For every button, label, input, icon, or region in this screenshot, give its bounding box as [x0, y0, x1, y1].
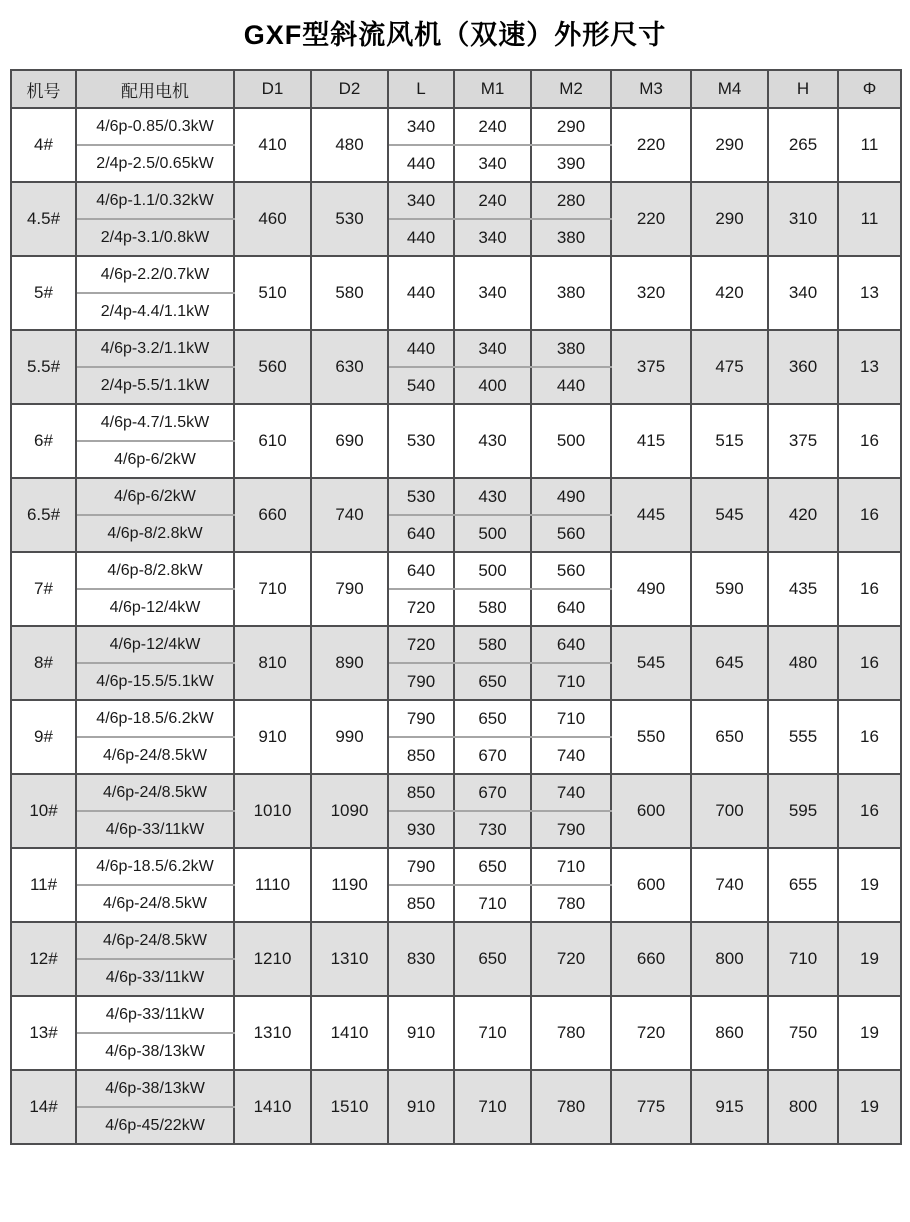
m2-cell: 710	[531, 700, 611, 737]
d2-cell: 990	[311, 700, 388, 774]
motor-cell: 4/6p-24/8.5kW	[76, 737, 234, 774]
motor-cell: 4/6p-3.2/1.1kW	[76, 330, 234, 367]
model-cell: 9#	[11, 700, 76, 774]
h-cell: 420	[768, 478, 838, 552]
h-cell: 710	[768, 922, 838, 996]
d2-cell: 1410	[311, 996, 388, 1070]
table-row	[11, 700, 901, 737]
l-cell: 440	[388, 219, 454, 256]
m2-cell: 280	[531, 182, 611, 219]
d1-cell: 510	[234, 256, 311, 330]
motor-cell: 4/6p-4.7/1.5kW	[76, 404, 234, 441]
col-header-6: M2	[531, 70, 611, 108]
phi-cell: 16	[838, 552, 901, 626]
motor-cell: 4/6p-0.85/0.3kW	[76, 108, 234, 145]
motor-cell: 4/6p-38/13kW	[76, 1033, 234, 1070]
m1-cell: 340	[454, 330, 531, 367]
motor-cell: 4/6p-33/11kW	[76, 996, 234, 1033]
m3-cell: 775	[611, 1070, 691, 1144]
h-cell: 340	[768, 256, 838, 330]
motor-cell: 4/6p-24/8.5kW	[76, 885, 234, 922]
motor-cell: 4/6p-12/4kW	[76, 626, 234, 663]
m1-cell: 650	[454, 848, 531, 885]
l-cell: 530	[388, 404, 454, 478]
motor-cell: 4/6p-33/11kW	[76, 959, 234, 996]
motor-cell: 4/6p-45/22kW	[76, 1107, 234, 1144]
table-row	[11, 552, 901, 589]
d2-cell: 1090	[311, 774, 388, 848]
d2-cell: 690	[311, 404, 388, 478]
table-row	[11, 1070, 901, 1107]
d1-cell: 1310	[234, 996, 311, 1070]
col-header-2: D1	[234, 70, 311, 108]
m1-cell: 580	[454, 589, 531, 626]
m4-cell: 650	[691, 700, 768, 774]
model-cell: 4#	[11, 108, 76, 182]
motor-cell: 4/6p-18.5/6.2kW	[76, 848, 234, 885]
l-cell: 440	[388, 256, 454, 330]
m3-cell: 320	[611, 256, 691, 330]
phi-cell: 11	[838, 108, 901, 182]
m1-cell: 730	[454, 811, 531, 848]
phi-cell: 16	[838, 774, 901, 848]
m2-cell: 720	[531, 922, 611, 996]
m3-cell: 445	[611, 478, 691, 552]
motor-cell: 2/4p-2.5/0.65kW	[76, 145, 234, 182]
col-header-8: M4	[691, 70, 768, 108]
m3-cell: 550	[611, 700, 691, 774]
l-cell: 640	[388, 552, 454, 589]
d2-cell: 1510	[311, 1070, 388, 1144]
m4-cell: 740	[691, 848, 768, 922]
m4-cell: 700	[691, 774, 768, 848]
m1-cell: 580	[454, 626, 531, 663]
m2-cell: 790	[531, 811, 611, 848]
d1-cell: 410	[234, 108, 311, 182]
col-header-1: 配用电机	[76, 70, 234, 108]
m4-cell: 860	[691, 996, 768, 1070]
m4-cell: 545	[691, 478, 768, 552]
motor-cell: 4/6p-8/2.8kW	[76, 515, 234, 552]
motor-cell: 2/4p-3.1/0.8kW	[76, 219, 234, 256]
m4-cell: 475	[691, 330, 768, 404]
m2-cell: 740	[531, 774, 611, 811]
m4-cell: 915	[691, 1070, 768, 1144]
m1-cell: 340	[454, 145, 531, 182]
m2-cell: 640	[531, 626, 611, 663]
h-cell: 265	[768, 108, 838, 182]
l-cell: 850	[388, 737, 454, 774]
m3-cell: 545	[611, 626, 691, 700]
l-cell: 790	[388, 700, 454, 737]
m3-cell: 720	[611, 996, 691, 1070]
table-row	[11, 182, 901, 219]
header-row	[11, 70, 901, 108]
m1-cell: 240	[454, 108, 531, 145]
m2-cell: 710	[531, 663, 611, 700]
m2-cell: 290	[531, 108, 611, 145]
m2-cell: 440	[531, 367, 611, 404]
l-cell: 910	[388, 996, 454, 1070]
page-title: GXF型斜流风机（双速）外形尺寸	[243, 20, 667, 50]
d1-cell: 910	[234, 700, 311, 774]
model-cell: 5#	[11, 256, 76, 330]
l-cell: 340	[388, 108, 454, 145]
l-cell: 540	[388, 367, 454, 404]
model-cell: 14#	[11, 1070, 76, 1144]
d1-cell: 560	[234, 330, 311, 404]
h-cell: 800	[768, 1070, 838, 1144]
motor-cell: 4/6p-8/2.8kW	[76, 552, 234, 589]
m4-cell: 290	[691, 108, 768, 182]
model-cell: 7#	[11, 552, 76, 626]
m3-cell: 490	[611, 552, 691, 626]
d2-cell: 580	[311, 256, 388, 330]
model-cell: 10#	[11, 774, 76, 848]
m3-cell: 220	[611, 182, 691, 256]
col-header-10: Φ	[838, 70, 901, 108]
m3-cell: 375	[611, 330, 691, 404]
phi-cell: 16	[838, 626, 901, 700]
table-row	[11, 996, 901, 1033]
m2-cell: 640	[531, 589, 611, 626]
phi-cell: 19	[838, 996, 901, 1070]
d1-cell: 610	[234, 404, 311, 478]
l-cell: 910	[388, 1070, 454, 1144]
d1-cell: 460	[234, 182, 311, 256]
m2-cell: 380	[531, 256, 611, 330]
d1-cell: 1010	[234, 774, 311, 848]
m2-cell: 740	[531, 737, 611, 774]
motor-cell: 4/6p-12/4kW	[76, 589, 234, 626]
d2-cell: 890	[311, 626, 388, 700]
motor-cell: 4/6p-38/13kW	[76, 1070, 234, 1107]
m1-cell: 340	[454, 219, 531, 256]
m1-cell: 710	[454, 885, 531, 922]
m1-cell: 710	[454, 1070, 531, 1144]
m1-cell: 500	[454, 515, 531, 552]
m2-cell: 380	[531, 219, 611, 256]
h-cell: 375	[768, 404, 838, 478]
m1-cell: 650	[454, 700, 531, 737]
table-body	[11, 108, 901, 1144]
m3-cell: 220	[611, 108, 691, 182]
motor-cell: 2/4p-5.5/1.1kW	[76, 367, 234, 404]
m2-cell: 560	[531, 552, 611, 589]
l-cell: 530	[388, 478, 454, 515]
d1-cell: 710	[234, 552, 311, 626]
table-row	[11, 774, 901, 811]
phi-cell: 16	[838, 700, 901, 774]
m1-cell: 710	[454, 996, 531, 1070]
m2-cell: 560	[531, 515, 611, 552]
m1-cell: 650	[454, 663, 531, 700]
motor-cell: 4/6p-2.2/0.7kW	[76, 256, 234, 293]
m1-cell: 430	[454, 404, 531, 478]
m3-cell: 600	[611, 774, 691, 848]
table-row	[11, 108, 901, 145]
m3-cell: 600	[611, 848, 691, 922]
table-row	[11, 922, 901, 959]
d2-cell: 1190	[311, 848, 388, 922]
motor-cell: 4/6p-6/2kW	[76, 478, 234, 515]
table-row	[11, 404, 901, 441]
phi-cell: 19	[838, 922, 901, 996]
model-cell: 13#	[11, 996, 76, 1070]
motor-cell: 4/6p-6/2kW	[76, 441, 234, 478]
l-cell: 440	[388, 330, 454, 367]
m4-cell: 645	[691, 626, 768, 700]
phi-cell: 13	[838, 330, 901, 404]
d2-cell: 630	[311, 330, 388, 404]
d1-cell: 810	[234, 626, 311, 700]
m1-cell: 340	[454, 256, 531, 330]
h-cell: 435	[768, 552, 838, 626]
h-cell: 655	[768, 848, 838, 922]
m1-cell: 650	[454, 922, 531, 996]
m2-cell: 780	[531, 996, 611, 1070]
col-header-4: L	[388, 70, 454, 108]
l-cell: 850	[388, 774, 454, 811]
l-cell: 340	[388, 182, 454, 219]
h-cell: 310	[768, 182, 838, 256]
motor-cell: 4/6p-18.5/6.2kW	[76, 700, 234, 737]
m2-cell: 780	[531, 1070, 611, 1144]
table-row	[11, 626, 901, 663]
d1-cell: 1110	[234, 848, 311, 922]
col-header-9: H	[768, 70, 838, 108]
model-cell: 12#	[11, 922, 76, 996]
motor-cell: 4/6p-24/8.5kW	[76, 774, 234, 811]
l-cell: 640	[388, 515, 454, 552]
m1-cell: 400	[454, 367, 531, 404]
table-row	[11, 330, 901, 367]
dimensions-table	[10, 69, 902, 1145]
phi-cell: 16	[838, 478, 901, 552]
m4-cell: 590	[691, 552, 768, 626]
d1-cell: 660	[234, 478, 311, 552]
model-cell: 8#	[11, 626, 76, 700]
model-cell: 11#	[11, 848, 76, 922]
l-cell: 850	[388, 885, 454, 922]
d2-cell: 530	[311, 182, 388, 256]
phi-cell: 19	[838, 848, 901, 922]
motor-cell: 4/6p-24/8.5kW	[76, 922, 234, 959]
h-cell: 555	[768, 700, 838, 774]
m3-cell: 660	[611, 922, 691, 996]
m2-cell: 490	[531, 478, 611, 515]
m2-cell: 780	[531, 885, 611, 922]
motor-cell: 4/6p-1.1/0.32kW	[76, 182, 234, 219]
phi-cell: 11	[838, 182, 901, 256]
m2-cell: 380	[531, 330, 611, 367]
m2-cell: 390	[531, 145, 611, 182]
l-cell: 720	[388, 589, 454, 626]
h-cell: 480	[768, 626, 838, 700]
d2-cell: 480	[311, 108, 388, 182]
m1-cell: 500	[454, 552, 531, 589]
m4-cell: 515	[691, 404, 768, 478]
d2-cell: 740	[311, 478, 388, 552]
col-header-7: M3	[611, 70, 691, 108]
model-cell: 6#	[11, 404, 76, 478]
d1-cell: 1410	[234, 1070, 311, 1144]
col-header-0: 机号	[11, 70, 76, 108]
model-cell: 4.5#	[11, 182, 76, 256]
m3-cell: 415	[611, 404, 691, 478]
l-cell: 930	[388, 811, 454, 848]
m2-cell: 710	[531, 848, 611, 885]
m1-cell: 670	[454, 737, 531, 774]
motor-cell: 2/4p-4.4/1.1kW	[76, 293, 234, 330]
m4-cell: 800	[691, 922, 768, 996]
l-cell: 440	[388, 145, 454, 182]
h-cell: 595	[768, 774, 838, 848]
l-cell: 720	[388, 626, 454, 663]
table-row	[11, 478, 901, 515]
m4-cell: 420	[691, 256, 768, 330]
phi-cell: 13	[838, 256, 901, 330]
l-cell: 790	[388, 848, 454, 885]
d2-cell: 1310	[311, 922, 388, 996]
m1-cell: 670	[454, 774, 531, 811]
l-cell: 790	[388, 663, 454, 700]
m2-cell: 500	[531, 404, 611, 478]
h-cell: 750	[768, 996, 838, 1070]
d2-cell: 790	[311, 552, 388, 626]
motor-cell: 4/6p-33/11kW	[76, 811, 234, 848]
l-cell: 830	[388, 922, 454, 996]
h-cell: 360	[768, 330, 838, 404]
col-header-3: D2	[311, 70, 388, 108]
d1-cell: 1210	[234, 922, 311, 996]
table-row	[11, 256, 901, 293]
table-row	[11, 848, 901, 885]
table-header	[11, 70, 901, 108]
col-header-5: M1	[454, 70, 531, 108]
model-cell: 6.5#	[11, 478, 76, 552]
m1-cell: 430	[454, 478, 531, 515]
phi-cell: 16	[838, 404, 901, 478]
m1-cell: 240	[454, 182, 531, 219]
model-cell: 5.5#	[11, 330, 76, 404]
motor-cell: 4/6p-15.5/5.1kW	[76, 663, 234, 700]
phi-cell: 19	[838, 1070, 901, 1144]
m4-cell: 290	[691, 182, 768, 256]
